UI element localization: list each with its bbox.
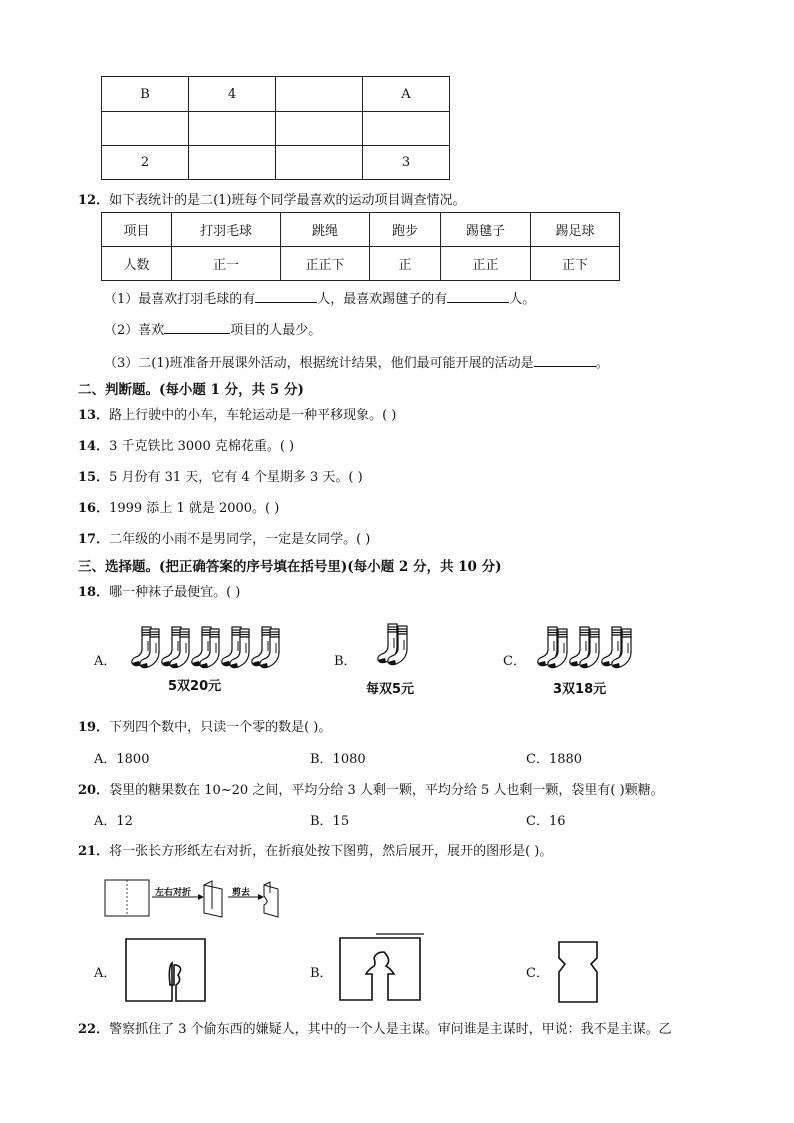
socks-five-pairs-image <box>120 625 285 671</box>
fold-and-cut-diagram <box>104 879 280 919</box>
option-c[interactable]: C．1880 <box>526 752 583 767</box>
grid-cell: A <box>363 77 450 112</box>
option-c-label: C． <box>503 654 526 669</box>
grid-cell: B <box>102 77 189 112</box>
grid-cell <box>102 112 189 146</box>
section-title-judge: 二、判断题。(每小题 1 分，共 5 分) <box>78 382 304 398</box>
grid-cell <box>189 112 276 146</box>
answer-blank[interactable] <box>255 290 317 303</box>
question-text: 1999 添上 1 就是 2000。( ) <box>109 501 280 516</box>
question-text: 3 千克铁比 3000 克棉花重。( ) <box>109 439 295 454</box>
grid-cell <box>276 146 363 180</box>
subquestion-3 <box>104 352 609 371</box>
subquestion-text: （2）喜欢 <box>104 323 165 338</box>
question-number: 22． <box>78 1022 110 1037</box>
question-number: 14． <box>78 439 110 454</box>
question-text: 警察抓住了 3 个偷东西的嫌疑人，其中的一个人是主谋。审问谁是主谋时，甲说：我不是主谋。乙 <box>109 1022 672 1037</box>
subquestion-1 <box>104 288 535 307</box>
question-text: 下列四个数中，只读一个零的数是( )。 <box>109 720 332 735</box>
unfolded-shape-a <box>124 937 208 1003</box>
grid-cell: 2 <box>102 146 189 180</box>
option-b-caption: 每双5元 <box>366 682 415 697</box>
table-cell: 正正下 <box>281 247 370 281</box>
table-cell: 正 <box>370 247 441 281</box>
subquestion-text: 人，最喜欢踢毽子的有 <box>317 292 448 307</box>
grid-cell <box>276 112 363 146</box>
question-number: 12． <box>78 193 110 208</box>
option-a[interactable]: A．12 <box>94 814 133 829</box>
question-15 <box>78 466 363 485</box>
option-a-label: A． <box>94 654 117 669</box>
option-b[interactable]: B．15 <box>310 814 350 829</box>
subquestion-text: （1）最喜欢打羽毛球的有 <box>104 292 256 307</box>
question-16 <box>78 497 279 516</box>
table-header: 跑步 <box>370 213 441 247</box>
subquestion-text: 。 <box>595 356 609 371</box>
top-grid <box>101 76 450 180</box>
table-header: 项目 <box>102 213 172 247</box>
question-text: 将一张长方形纸左右对折，在折痕处按下图剪，然后展开，展开的图形是( )。 <box>109 844 553 859</box>
table-cell: 正下 <box>531 247 620 281</box>
subquestion-text: 人。 <box>509 292 536 307</box>
question-number: 15． <box>78 470 110 485</box>
option-a[interactable]: A．1800 <box>94 752 150 767</box>
subquestion-text: 项目的人最少。 <box>230 323 322 338</box>
question-number: 18． <box>78 585 110 600</box>
option-c-label: C． <box>526 966 549 981</box>
socks-three-pairs-image <box>530 625 635 671</box>
question-text: 哪一种袜子最便宜。( ) <box>109 585 241 600</box>
section-title-choice: 三、选择题。(把正确答案的序号填在括号里)(每小题 2 分，共 10 分) <box>78 559 502 575</box>
option-c-caption: 3双18元 <box>553 682 607 697</box>
unfolded-shape-c <box>555 940 601 1004</box>
question-18 <box>78 581 240 600</box>
option-b-label: B． <box>334 654 357 669</box>
question-text: 5 月份有 31 天，它有 4 个星期多 3 天。( ) <box>109 470 363 485</box>
question-text: 二年级的小雨不是男同学，一定是女同学。( ) <box>109 532 371 547</box>
question-number: 21． <box>78 844 110 859</box>
question-text: 如下表统计的是二(1)班每个同学最喜欢的运动项目调查情况。 <box>109 193 466 208</box>
socks-one-pair-image <box>372 622 422 668</box>
subquestion-text: （3）二(1)班准备开展课外活动，根据统计结果，他们最可能开展的活动是 <box>104 356 534 371</box>
question-21 <box>78 840 552 859</box>
answer-blank[interactable] <box>534 354 596 367</box>
question-17 <box>78 528 370 547</box>
table-cell: 正一 <box>172 247 281 281</box>
sports-tally-table <box>101 212 620 281</box>
question-number: 13． <box>78 408 110 423</box>
question-13 <box>78 404 396 423</box>
table-header: 跳绳 <box>281 213 370 247</box>
table-header: 踢毽子 <box>441 213 531 247</box>
grid-cell <box>363 112 450 146</box>
option-a-label: A． <box>94 966 117 981</box>
grid-cell: 4 <box>189 77 276 112</box>
question-12 <box>78 189 466 208</box>
cut-label: 剪去 <box>232 888 251 898</box>
question-number: 20． <box>78 783 110 798</box>
subquestion-2 <box>104 319 321 338</box>
question-number: 19． <box>78 720 110 735</box>
question-text: 袋里的糖果数在 10~20 之间，平均分给 3 人剩一颗，平均分给 5 人也剩一颗，袋里有( )颗糖。 <box>109 783 664 798</box>
table-header: 打羽毛球 <box>172 213 281 247</box>
question-text: 路上行驶中的小车，车轮运动是一种平移现象。( ) <box>109 408 397 423</box>
grid-cell: 3 <box>363 146 450 180</box>
fold-label: 左右对折 <box>155 888 192 898</box>
table-header: 踢足球 <box>531 213 620 247</box>
question-19 <box>78 716 331 735</box>
unfolded-shape-b <box>336 932 424 1004</box>
answer-blank[interactable] <box>164 321 230 334</box>
option-b-label: B． <box>310 966 333 981</box>
table-cell: 正正 <box>441 247 531 281</box>
grid-cell <box>276 77 363 112</box>
question-20 <box>78 779 664 798</box>
table-cell: 人数 <box>102 247 172 281</box>
answer-blank[interactable] <box>447 290 509 303</box>
option-b[interactable]: B．1080 <box>310 752 366 767</box>
option-c[interactable]: C．16 <box>526 814 566 829</box>
question-14 <box>78 435 294 454</box>
question-number: 16． <box>78 501 110 516</box>
option-a-caption: 5双20元 <box>168 679 222 694</box>
grid-cell <box>189 146 276 180</box>
question-number: 17． <box>78 532 110 547</box>
question-22 <box>78 1018 672 1037</box>
